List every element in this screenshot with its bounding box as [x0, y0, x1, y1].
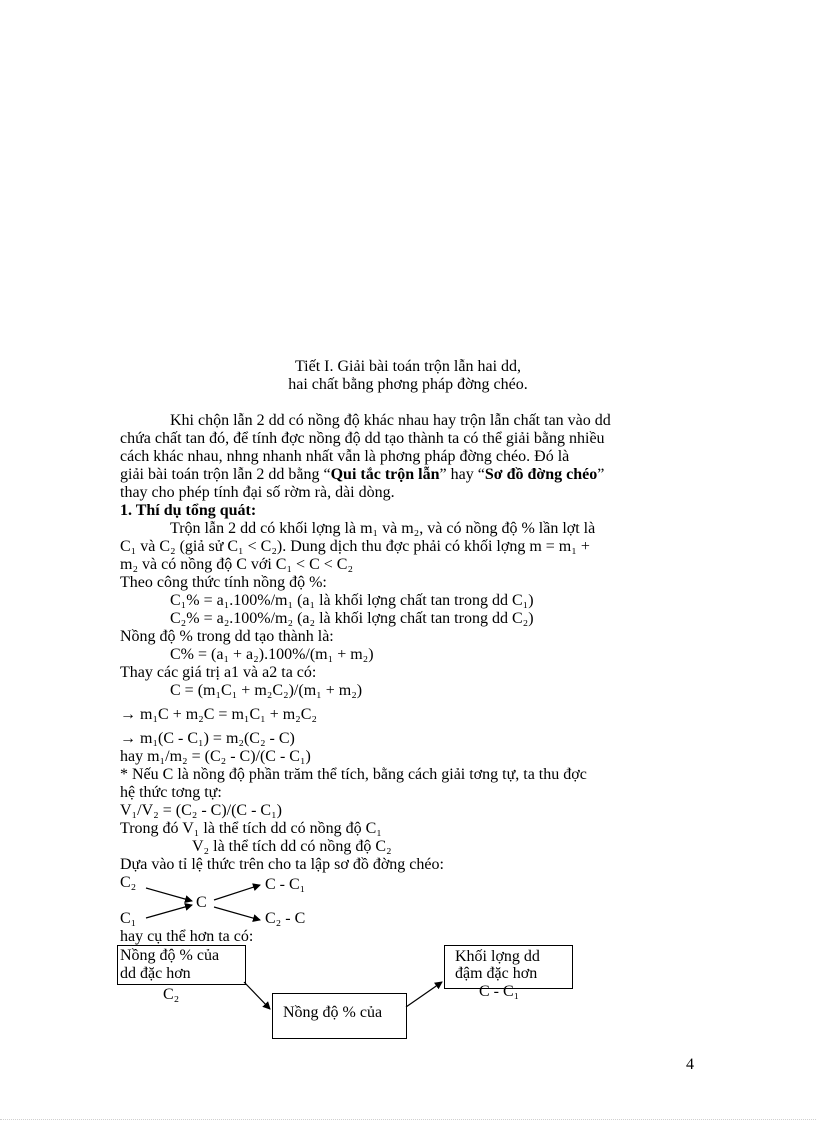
formula-line: → m₁(C - C₁) = m₂(C₂ - C) [120, 730, 295, 747]
formula-line: hay m₁/m₂ = (C₂ - C)/(C - C₁) [120, 748, 311, 765]
arrow-c-to-c-minus-c1 [214, 885, 260, 900]
intro-line-3: cách khác nhau, nhng nhanh nhất vẫn là phơng pháp đờng chéo. Đó là [120, 448, 570, 465]
intro-line-2: chứa chất tan đó, để tính đợc nồng độ dd tạo thành ta có thể giải bằng nhiều [120, 430, 605, 447]
box-right-line-3: C - C₁ [479, 983, 520, 1000]
box-right-line-2: đậm đặc hơn [455, 965, 538, 982]
body-line: Thay các giá trị a1 và a2 ta có: [120, 664, 317, 681]
page-number: 4 [686, 1056, 694, 1073]
intro-l4-d: ” [597, 466, 605, 483]
body-line: V₂ là thể tích dd có nồng độ C₂ [192, 838, 392, 855]
body-line: Dựa vào tỉ lệ thức trên cho ta lập sơ đồ đờng chéo: [120, 856, 444, 873]
title-line-1: Tiết I. Giải bài toán trộn lẫn hai dd, [294, 358, 522, 375]
body-line: Theo công thức tính nồng độ %: [120, 574, 327, 591]
arrow-c-to-c2-minus-c [214, 907, 260, 920]
rule-name-1: Qui tắc trộn lẫn [330, 466, 440, 483]
intro-l4-c: ” hay “ [439, 466, 485, 483]
rule-name-2: Sơ đồ đờng chéo [484, 466, 598, 483]
formula-line: C₁% = a₁.100%/m₁ (a₁ là khối lợng chất tan trong dd C₁) [170, 592, 534, 609]
concrete-intro: hay cụ thể hơn ta có: [120, 928, 254, 945]
box-left-line-2: dd đặc hơn [120, 965, 191, 982]
page-bottom-rule [0, 1119, 816, 1120]
box-middle-line-1: Nồng độ % của [283, 1004, 383, 1021]
box-left-line-3: C₂ [163, 986, 180, 1003]
formula-line: → m₁C + m₂C = m₁C₁ + m₂C₂ [120, 706, 318, 723]
scheme-c-label: C [196, 894, 207, 911]
intro-line-1: Khi chộn lẫn 2 dd có nồng độ khác nhau hay trộn lẫn chất tan vào dd [170, 412, 611, 429]
arrow-c2-to-c [146, 888, 192, 901]
intro-line-5: thay cho phép tính đại số rờm rà, dài dòng. [120, 484, 395, 501]
body-line: * Nếu C là nồng độ phần trăm thể tích, bằng cách giải tơng tự, ta thu đợc [120, 766, 587, 783]
arrow-c1-to-c [146, 905, 192, 918]
box-left-line-1: Nồng độ % của [120, 947, 220, 964]
section-heading: 1. Thí dụ tổng quát: [120, 502, 257, 519]
body-line: hệ thức tơng tự: [120, 784, 222, 801]
body-line: C₁ và C₂ (giả sử C₁ < C₂). Dung dịch thu đợc phải có khối lợng m = m₁ + [120, 538, 590, 555]
body-line: m₂ và có nồng độ C với C₁ < C < C₂ [120, 556, 354, 573]
body-line: Trộn lẫn 2 dd có khối lợng là m₁ và m₂, và có nồng độ % lần lợt là [170, 520, 596, 537]
body-line: Trong đó V₁ là thể tích dd có nồng độ C₁ [120, 820, 382, 837]
body-line: Nồng độ % trong dd tạo thành là: [120, 628, 334, 645]
intro-l4-a: giải bài toán trộn lẫn 2 dd bằng “ [120, 466, 331, 483]
title-line-2: hai chất bằng phơng pháp đờng chéo. [288, 376, 528, 393]
formula-line: C₂% = a₂.100%/m₂ (a₂ là khối lợng chất tan trong dd C₂) [170, 610, 534, 627]
scheme-c2-label: C₂ [120, 874, 137, 891]
scheme-c1-label: C₁ [120, 910, 137, 927]
formula-line: C% = (a₁ + a₂).100%/(m₁ + m₂) [170, 646, 374, 663]
formula-line: C = (m₁C₁ + m₂C₂)/(m₁ + m₂) [170, 682, 363, 699]
arrow-middle-box-to-right-box [406, 982, 442, 1007]
scheme-c2-minus-c: C₂ - C [265, 910, 306, 927]
arrow-left-box-to-middle-box [244, 982, 270, 1009]
box-right-line-1: Khối lợng dd [455, 948, 540, 965]
formula-line: V₁/V₂ = (C₂ - C)/(C - C₁) [120, 802, 282, 819]
scheme-c-minus-c1: C - C₁ [265, 876, 306, 893]
